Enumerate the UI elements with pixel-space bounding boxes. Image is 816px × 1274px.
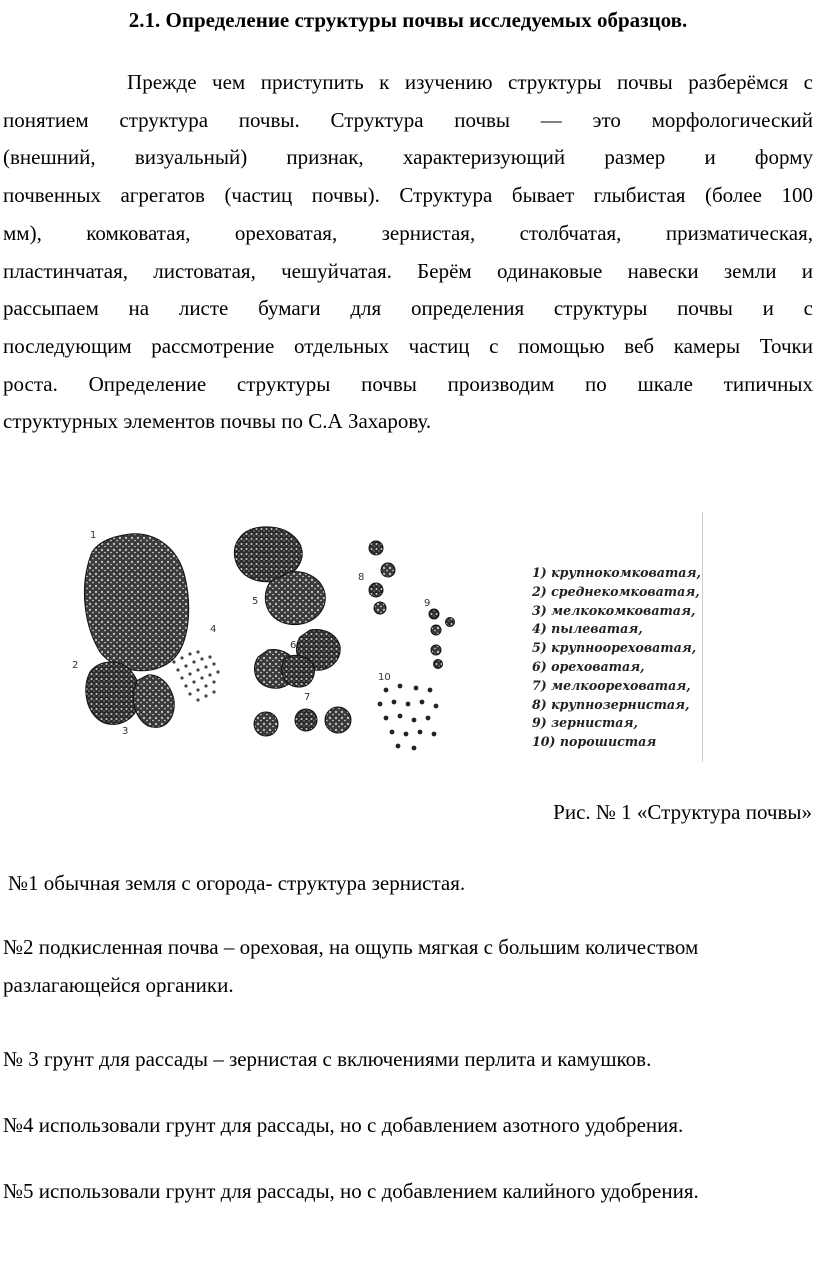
- note-line: №4 использовали грунт для рассады, но с добавлением азотного удобрения.: [3, 1113, 684, 1137]
- nut-small: [254, 712, 278, 736]
- intro-line: почвенных агрегатов (частиц почвы). Структура бывает глыбистая (более 100: [3, 183, 813, 208]
- sample-note: [3, 928, 815, 1004]
- nut-small: [295, 709, 317, 731]
- intro-line: структурных элементов почвы по С.А Захарову.: [3, 409, 432, 434]
- intro-line: пластинчатая, листоватая, чешуйчатая. Берём одинаковые навески земли и: [3, 258, 813, 283]
- dust-cluster: [172, 650, 219, 701]
- sample-note: [3, 1106, 815, 1144]
- grain: [434, 660, 443, 669]
- legend-item: 5) крупноореховатая,: [532, 640, 697, 656]
- figure-label: 10: [378, 672, 391, 683]
- nut-medium-3: [282, 655, 315, 687]
- legend-item: 8) крупнозернистая,: [532, 696, 690, 712]
- grain: [429, 609, 439, 619]
- grain-coarse: [381, 563, 395, 577]
- grain: [431, 625, 441, 635]
- intro-line: Прежде чем приступить к изучению структуры почвы разберёмся с: [3, 70, 813, 94]
- legend-item: 10) порошистая: [532, 734, 657, 750]
- figure-divider: [702, 512, 703, 762]
- section-heading: 2.1. Определение структуры почвы исследуемых образцов.: [128, 8, 688, 32]
- note-line: №1 обычная земля с огорода- структура зернистая.: [8, 871, 466, 895]
- note-line: № 3 грунт для рассады – зернистая с включениями перлита и камушков.: [3, 1047, 652, 1071]
- grain-coarse: [369, 583, 383, 597]
- grain: [431, 645, 441, 655]
- intro-line: рассыпаем на листе бумаги для определения структуры почвы и с: [3, 296, 813, 321]
- note-line: №5 использовали грунт для рассады, но с добавлением калийного удобрения.: [3, 1179, 699, 1203]
- clod-large: [84, 534, 188, 671]
- intro-line: (внешний, визуальный) признак, характеризующий размер и форму: [3, 145, 813, 170]
- grain: [446, 618, 455, 627]
- figure-caption: Рис. № 1 «Структура почвы»: [553, 800, 812, 824]
- sample-note: [8, 864, 816, 902]
- figure-label: 1: [90, 530, 97, 541]
- figure-label: 4: [210, 624, 217, 635]
- figure-label: 5: [252, 596, 259, 607]
- nut-small: [325, 707, 351, 733]
- figure-label: 2: [72, 660, 79, 671]
- intro-line: роста. Определение структуры почвы производим по шкале типичных: [3, 371, 813, 396]
- sample-note: [3, 1040, 815, 1078]
- legend-item: 6) ореховатая,: [532, 658, 645, 674]
- sample-note: [3, 1172, 815, 1210]
- note-line: №2 подкисленная почва – ореховая, на ощупь мягкая с большим количеством: [3, 935, 699, 959]
- clod-medium: [86, 662, 140, 724]
- figure-label: 6: [290, 640, 297, 651]
- figure-label: 3: [122, 726, 129, 737]
- legend-item: 7) мелкоореховатая,: [532, 677, 691, 693]
- legend-item: 1) крупнокомковатая,: [532, 565, 701, 580]
- figure-label: 9: [424, 598, 431, 609]
- legend-item: 3) мелкокомковатая,: [532, 602, 696, 618]
- legend-item: 4) пылеватая,: [532, 621, 643, 637]
- figure-label: 7: [304, 692, 311, 703]
- grain-coarse: [374, 602, 386, 614]
- grain-coarse: [369, 541, 383, 555]
- intro-line: последующим рассмотрение отдельных частиц с помощью веб камеры Точки: [3, 333, 813, 358]
- intro-paragraph: [3, 64, 813, 441]
- powder-cluster: [378, 684, 439, 751]
- intro-line: мм), комковатая, ореховатая, зернистая, столбчатая, призматическая,: [3, 220, 813, 245]
- legend-item: 2) среднекомковатая,: [532, 583, 700, 599]
- note-line: разлагающейся органики.: [3, 973, 234, 997]
- nut-large-2: [265, 572, 325, 625]
- intro-line: понятием структура почвы. Структура почвы — это морфологический: [3, 107, 813, 132]
- figure-legend: [532, 564, 701, 752]
- legend-item: 9) зернистая,: [532, 715, 638, 731]
- figure-label: 8: [358, 572, 365, 583]
- clod-small: [133, 675, 174, 727]
